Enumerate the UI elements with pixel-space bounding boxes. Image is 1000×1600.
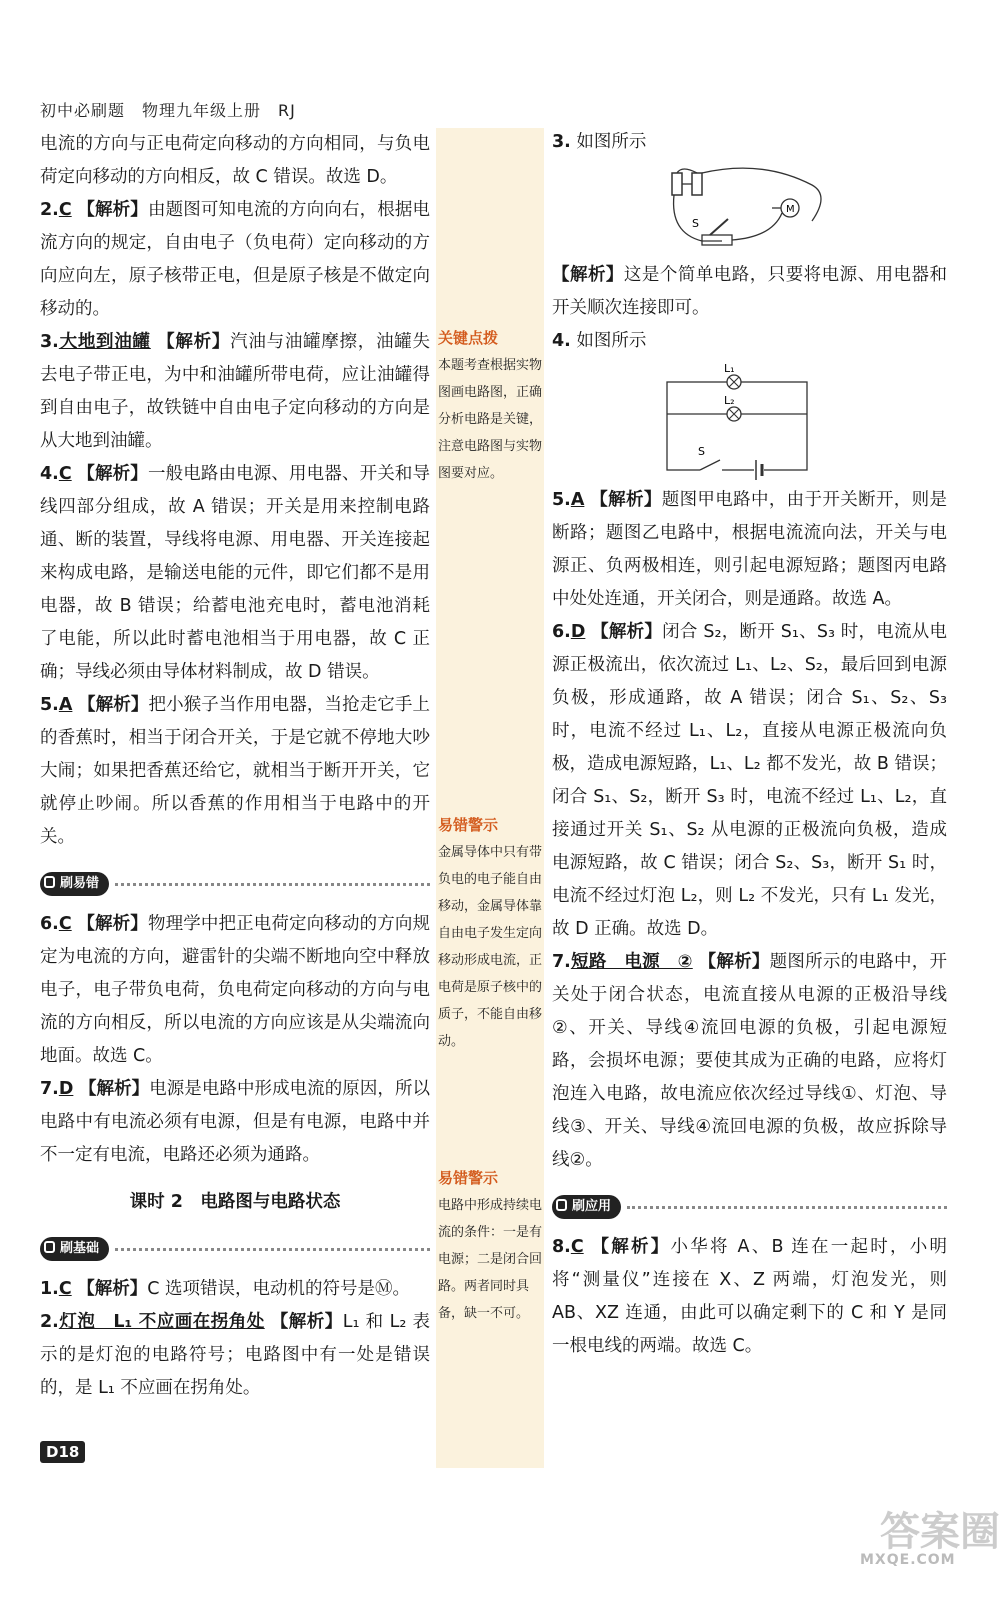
analysis-text: 把小猴子当作用电器，当抢走它手上的香蕉时，相当于闭合开关，于是它就不停地大吵大闹；如果把香蕉还给它，就相当于断开开关，它就停止吵闹。所以香蕉的作用相当于电路中的开关。	[40, 695, 431, 847]
analysis-tag: 【解析】	[77, 1279, 148, 1299]
question-number: 3.	[552, 132, 571, 152]
section-divider	[115, 883, 430, 886]
section-header-basics	[40, 1237, 430, 1261]
analysis-tag: 【解析】	[77, 914, 148, 934]
question-3	[40, 326, 430, 458]
switch-label: S	[692, 217, 699, 230]
section-header-errors	[40, 872, 430, 896]
analysis-text: 题图甲电路中，由于开关断开，则是断路；题图乙电路中，根据电流流向法，开关与电源正、负两极相连，则引起电源短路；题图丙电路中处处连通，开关闭合，则是通路。故选 A。	[552, 490, 948, 609]
question-5	[40, 689, 430, 854]
analysis-tag: 【解析】	[78, 695, 149, 715]
answer: C	[58, 200, 72, 220]
physical-circuit-figure	[662, 163, 832, 255]
analysis-tag: 【解析】	[77, 464, 148, 484]
question-3-figure	[552, 126, 947, 159]
analysis-text: 一般电路由电源、用电器、开关和导线四部分组成，故 A 错误；开关是用来控制电路通、断的装置，导线将电源、用电器、开关连接起来构成电路，是输送电能的元件，即它们都不是用电器，故 B 错误；给蓄电池充电时，蓄电池消耗了电能，所以此时蓄电池相当于用电器，故 C 正确；导线必须由导体材料制成，故 D 错误。	[40, 464, 430, 682]
tip-text: 金属导体中只有带负电的电子能自由移动，金属导体靠自由电子发生定向移动形成电流，正电荷是原子核中的质子，不能自由移动。	[438, 845, 543, 1049]
analysis-tag: 【解析】	[591, 622, 663, 642]
analysis-text: 闭合 S₂，断开 S₁、S₃ 时，电流从电源正极流出，依次流过 L₁、L₂、S₂，最后回到电源负极，形成通路，故 A 错误；闭合 S₁、S₂、S₃ 时，电流不经过 L₁、L₂，直接从电源正极流向负极，造成电源短路，L₁、L₂ 都不发光，故 B 错误；闭合 S₁、S₂，断开 S₃ 时，电流不经过 L₁、L₂，直接通过开关 S₁、S₂ 从电源的正极流向负极，造成电源短路，故 C 错误；闭合 S₂、S₃，断开 S₁ 时，电流不经过灯泡 L₂，则 L₂ 不发光，只有 L₁ 发光，故 D 正确。故选 D。	[552, 622, 947, 939]
question-number: 2.	[40, 200, 59, 220]
tip-title: 易错警示	[438, 1169, 499, 1187]
left-column	[40, 128, 430, 1405]
answer: D	[570, 622, 586, 642]
section-badge: 刷基础	[40, 1237, 109, 1261]
motor-label: M	[786, 204, 795, 215]
question-7	[552, 946, 947, 1177]
analysis-text: C 选项错误，电动机的符号是Ⓜ。	[147, 1279, 411, 1299]
question-4-figure	[552, 325, 947, 358]
section-divider	[115, 1248, 430, 1251]
question-number: 6.	[552, 622, 571, 642]
answer: C	[58, 1279, 72, 1299]
continuation-text: 电流的方向与正电荷定向移动的方向相同，与负电荷定向移动的方向相反，故 C 错误。故选 D。	[40, 134, 430, 187]
analysis-tag: 【解析】	[552, 265, 624, 285]
watermark-logo: 答案圈	[880, 1509, 1000, 1555]
tip-key-point	[438, 325, 542, 487]
analysis-text: 这是个简单电路，只要将电源、用电器和开关顺次连接即可。	[552, 265, 948, 318]
switch-base	[702, 235, 732, 245]
tip-text: 本题考查根据实物图画电路图，正确分析电路是关键，注意电路图与实物图要对应。	[438, 358, 543, 481]
figure-caption: 如图所示	[576, 331, 647, 351]
analysis-text: 汽油与油罐摩擦，油罐失去电子带正电，为中和油罐所带电荷，应让油罐得到自由电子，故铁链中自由电子定向移动的方向是从大地到油罐。	[40, 332, 431, 451]
answer: D	[58, 1079, 74, 1099]
page-header: 初中必刷题 物理九年级上册 RJ	[40, 101, 296, 120]
question-number: 7.	[40, 1079, 59, 1099]
watermark-url: MXQE.COM	[860, 1552, 956, 1568]
tip-error-warning-2	[438, 1165, 542, 1327]
analysis-text: 电源是电路中形成电流的原因，所以电路中有电流必须有电源，但是有电源，电路中并不一定有电流，电路还必须为通路。	[40, 1079, 430, 1165]
right-column	[552, 126, 947, 1363]
question-number: 8.	[552, 1237, 571, 1257]
analysis-text: 物理学中把正电荷定向移动的方向规定为电流的方向，避雷针的尖端不断地向空中释放电子，电子带负电荷，负电荷定向移动的方向与电流的方向相反，所以电流的方向应该是从尖端流向地面。故选 C。	[40, 914, 430, 1066]
analysis-tag: 【解析】	[590, 490, 662, 510]
section-divider	[627, 1206, 947, 1209]
question-number: 2.	[40, 1312, 59, 1332]
page-number: D18	[40, 1441, 85, 1463]
answer: C	[58, 914, 72, 934]
analysis-text: 小华将 A、B 连在一起时，小明将“测量仪”连接在 X、Z 两端，灯泡发光，则 AB、XZ 连通，由此可以确定剩下的 C 和 Y 是同一根电线的两端。故选 C。	[552, 1237, 947, 1356]
analysis-tag: 【解析】	[157, 332, 231, 352]
switch-lever	[710, 219, 728, 235]
question-number: 5.	[552, 490, 571, 510]
question-6	[552, 616, 947, 946]
question-3-analysis	[552, 259, 947, 325]
answer: 短路 电源 ②	[570, 952, 693, 972]
section-badge: 刷易错	[40, 872, 109, 896]
answer: 大地到油罐	[58, 332, 151, 352]
question-number: 3.	[40, 332, 59, 352]
question-number: 4.	[40, 464, 59, 484]
answer: A	[570, 490, 585, 510]
question-number: 6.	[40, 914, 59, 934]
lamp-l2-label: L₂	[724, 394, 735, 407]
answer: C	[570, 1237, 584, 1257]
analysis-tag: 【解析】	[77, 200, 148, 220]
tip-title: 关键点拨	[438, 329, 499, 347]
battery-cell-icon	[692, 173, 702, 195]
analysis-tag: 【解析】	[270, 1312, 343, 1332]
tip-text: 电路中形成持续电流的条件：一是有电源；二是闭合回路。两者同时具备，缺一不可。	[438, 1198, 543, 1321]
question-number: 1.	[40, 1279, 59, 1299]
analysis-text: L₁ 和 L₂ 表示的是灯泡的电路符号；电路图中有一处是错误的，是 L₁ 不应画在拐角处。	[40, 1312, 430, 1398]
analysis-tag: 【解析】	[78, 1079, 150, 1099]
question-8	[552, 1231, 947, 1363]
analysis-tag: 【解析】	[591, 1237, 671, 1257]
answer: 灯泡 L₁ 不应画在拐角处	[58, 1312, 265, 1332]
question-number: 7.	[552, 952, 571, 972]
battery-cell-icon	[672, 173, 682, 195]
answer: A	[58, 695, 73, 715]
answer: C	[58, 464, 72, 484]
basic-question-1	[40, 1273, 430, 1306]
question-4	[40, 458, 430, 689]
section-header-application	[552, 1195, 947, 1219]
basic-question-2	[40, 1306, 430, 1405]
question-6	[40, 908, 430, 1073]
question-2	[40, 194, 430, 326]
figure-caption: 如图所示	[576, 132, 647, 152]
analysis-text: 由题图可知电流的方向向右，根据电流方向的规定，自由电子（负电荷）定向移动的方向应向左，原子核带正电，但是原子核是不做定向移动的。	[40, 200, 430, 319]
lesson-title: 课时 2 电路图与电路状态	[129, 1192, 341, 1212]
circuit-diagram	[662, 362, 812, 480]
question-7	[40, 1073, 430, 1172]
lamp-l1-label: L₁	[724, 362, 735, 375]
section-badge: 刷应用	[552, 1195, 621, 1219]
tip-title: 易错警示	[438, 816, 499, 834]
question-number: 4.	[552, 331, 571, 351]
question-number: 5.	[40, 695, 59, 715]
analysis-tag: 【解析】	[698, 952, 770, 972]
analysis-text: 题图所示的电路中，开关处于闭合状态，电流直接从电源的正极沿导线②、开关、导线④流回电源的负极，引起电源短路，会损坏电源；要使其成为正确的电路，应将灯泡连入电路，故电流应依次经过导线①、灯泡、导线③、开关、导线④流回电源的负极，故应拆除导线②。	[552, 952, 947, 1170]
tip-error-warning-1	[438, 812, 542, 1055]
switch-label: S	[698, 445, 705, 458]
question-5	[552, 484, 947, 616]
